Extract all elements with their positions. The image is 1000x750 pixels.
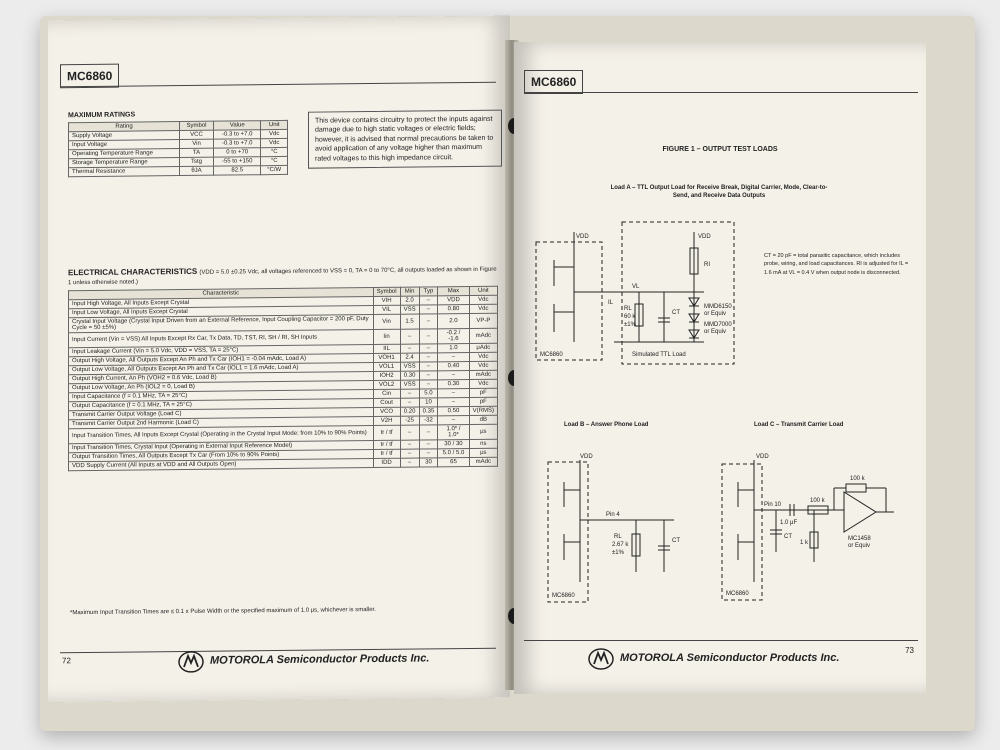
label: 1.0 μF <box>780 520 798 526</box>
table-cell: V2H <box>373 416 400 425</box>
table-cell: V(RMS) <box>469 406 497 415</box>
table-cell: 0.50 <box>438 407 469 416</box>
table-cell: VCO <box>373 407 400 416</box>
table-cell: 1.0 <box>438 344 469 353</box>
table-cell: – <box>400 329 419 344</box>
table-cell: 5.0 / 5.0 <box>438 449 469 458</box>
output-test-loads-diagram <box>514 42 926 694</box>
table-cell: Output Capacitance (f = 0.1 MHz, TA = 25°C) <box>69 399 374 411</box>
page-number: 72 <box>62 656 71 666</box>
elec-conditions: (VDD = 5.0 ±0.25 Vdc, all voltages referenced to VSS = 0, TA = 0 to 70°C, all outputs loaded as shown in Figure 1 unless otherwise noted.) <box>68 266 497 287</box>
table-cell: -25 <box>400 416 419 425</box>
table-cell: °C/W <box>261 165 288 174</box>
elec-title-text: ELECTRICAL CHARACTERISTICS <box>68 266 198 278</box>
table-cell: 0.30 <box>400 371 419 380</box>
label: MC1458 <box>848 536 871 542</box>
label: 100 k <box>810 498 825 504</box>
table-cell: – <box>419 296 438 305</box>
table-cell: mAdc <box>469 370 497 379</box>
table-cell: – <box>438 416 469 425</box>
table-cell: Thermal Resistance <box>69 167 180 177</box>
table-cell: Input Voltage <box>69 140 180 150</box>
label: VDD <box>580 454 593 460</box>
table-cell: -0.2 / -1.6 <box>438 329 469 344</box>
table-cell: VSS <box>400 305 419 314</box>
table-cell: – <box>419 380 438 389</box>
label: MC6860 <box>726 591 749 597</box>
table-cell: – <box>419 362 438 371</box>
table-cell: 0.80 <box>438 305 469 314</box>
label: or Equiv <box>704 311 727 317</box>
table-cell: 0 to +70 <box>214 148 261 157</box>
label: RI <box>704 262 710 268</box>
table-cell: Transmit Carrier Output Voltage (Load C) <box>69 408 374 420</box>
label: 2.67 k <box>612 542 629 548</box>
label: VL <box>632 284 640 290</box>
column-header: Typ <box>419 287 438 296</box>
column-header: Rating <box>69 122 180 132</box>
figure-title: FIGURE 1 – OUTPUT TEST LOADS <box>662 146 778 153</box>
table-cell: – <box>400 425 419 440</box>
table-cell: 2.0 <box>400 296 419 305</box>
table-cell: μAdc <box>469 343 497 352</box>
table-cell: Vdc <box>469 361 497 370</box>
column-header: Symbol <box>373 287 400 296</box>
footer-brand: MOTOROLA Semiconductor Products Inc. <box>210 652 430 667</box>
table-cell: Vdc <box>469 304 497 313</box>
label: RL <box>624 306 632 312</box>
table-cell: VOL2 <box>373 380 400 389</box>
table-cell: Input Current (Vin = VSS) All Inputs Except Rx Car, Tx Data, TD, TST, RI, SH / RI, SH Inputs <box>69 330 374 348</box>
page-number: 73 <box>905 646 914 655</box>
table-cell: IOH2 <box>373 371 400 380</box>
label: MC6860 <box>552 593 575 599</box>
max-ratings-title: MAXIMUM RATINGS <box>68 111 136 120</box>
table-cell: VOH1 <box>373 353 400 362</box>
load-b-title: Load B – Answer Phone Load <box>564 422 649 428</box>
footer-brand: MOTOROLA Semiconductor Products Inc. <box>620 652 840 664</box>
table-cell: Vdc <box>469 379 497 388</box>
table-cell: VDD Supply Current (All Inputs at VDD and All Outputs Open) <box>69 459 374 471</box>
table-cell: VCC <box>179 130 213 139</box>
table-cell: Vdc <box>261 138 288 147</box>
table-cell: 1.0* / 1.0* <box>438 425 469 440</box>
table-cell: – <box>419 440 438 449</box>
table-cell: VIH <box>373 296 400 305</box>
label: ±1% <box>612 550 624 556</box>
table-cell: Supply Voltage <box>69 131 180 141</box>
table-cell: VSS <box>400 362 419 371</box>
label: 1 k <box>800 540 809 546</box>
table-cell: VDD <box>438 296 469 305</box>
column-header: Min <box>400 287 419 296</box>
load-a-title: Load A – TTL Output Load for Receive Break, Digital Carrier, Mode, Clear-to-Send, and Receive Data Outputs <box>610 185 828 200</box>
table-cell: -32 <box>419 416 438 425</box>
label: or Equiv <box>704 329 727 335</box>
label: Simulated TTL Load <box>632 352 686 358</box>
table-cell: Output High Current, An Ph (VOH2 = 0.6 Vdc, Load B) <box>69 372 374 384</box>
table-cell: 82.5 <box>214 166 261 175</box>
table-cell: 5.0 <box>419 389 438 398</box>
column-header: Max <box>438 287 469 296</box>
table-cell: 0.40 <box>438 362 469 371</box>
table-cell: θJA <box>179 166 213 175</box>
table-cell: VOL1 <box>373 362 400 371</box>
table-cell: VP-P <box>469 313 497 328</box>
table-cell: Vin <box>179 139 213 148</box>
table-cell: 0.30 <box>438 380 469 389</box>
protection-note: This device contains circuitry to protect the inputs against damage due to high static voltages or electric fields; however, it is advised that normal precautions be taken to avoid application of any voltage higher than maximum rated voltages to this high impedance circuit. <box>308 110 502 169</box>
table-cell: μs <box>469 424 497 439</box>
table-cell: -55 to +150 <box>214 157 261 166</box>
table-cell: – <box>419 449 438 458</box>
column-header: Symbol <box>179 121 213 130</box>
footer-rule <box>524 640 918 641</box>
label: CT <box>672 310 680 316</box>
column-header: Unit <box>261 120 288 129</box>
column-header: Unit <box>469 286 497 295</box>
table-cell: Tstg <box>179 157 213 166</box>
table-cell: TA <box>179 148 213 157</box>
table-cell: Iin <box>373 329 400 344</box>
label: Pin 10 <box>764 502 782 508</box>
label: IL <box>608 300 614 306</box>
table-cell: Output Transition Times, All Outputs Except Tx Car (From 10% to 90% Points) <box>69 450 374 462</box>
page-header: MC6860 <box>60 64 119 89</box>
table-cell: 30 <box>419 458 438 467</box>
table-cell: ns <box>469 439 497 448</box>
label: MMD6150 <box>704 304 732 310</box>
table-cell: – <box>419 305 438 314</box>
elec-title <box>68 264 498 287</box>
motorola-logo-icon <box>178 651 204 673</box>
label: MMD7000 <box>704 322 732 328</box>
label: VDD <box>576 234 589 240</box>
table-cell: Crystal Input Voltage (Crystal Input Driven from an External Reference, Input Coupling Capacitor = 200 pF, Duty Cycle = 50 ±5%) <box>69 315 374 333</box>
footnote: *Maximum Input Transition Times are ≤ 0.1 x Pulse Width or the specified maximum of 1.0 μs, whichever is smaller. <box>70 606 376 617</box>
table-cell: Input Leakage Current (Vin = 5.0 Vdc, VDD = VSS, TA = 25°C) <box>69 345 374 357</box>
table-cell: Output Low Voltage, All Outputs Except An Ph and Tx Car (IOL1 = 1.6 mAdc, Load A) <box>69 363 374 375</box>
column-header: Characteristic <box>69 288 374 300</box>
footer-rule <box>60 648 496 654</box>
table-cell: – <box>419 329 438 344</box>
table-cell: 1.5 <box>400 314 419 329</box>
table-cell: 2.4 <box>400 353 419 362</box>
table-cell: Input Transition Times, Crystal Input (Operating in External Input Reference Model) <box>69 441 374 453</box>
table-cell: – <box>400 344 419 353</box>
table-cell: 10 <box>419 398 438 407</box>
column-header: Value <box>214 121 261 130</box>
label: RL <box>614 534 622 540</box>
table-cell: Vdc <box>469 352 497 361</box>
label: CT <box>672 538 680 544</box>
table-cell: Input Low Voltage, All Inputs Except Crystal <box>69 306 374 318</box>
table-cell: – <box>419 314 438 329</box>
table-cell: – <box>438 398 469 407</box>
table-cell: Output Low Voltage, An Ph (IOL2 = 0, Load B) <box>69 381 374 393</box>
table-cell: – <box>400 389 419 398</box>
label: or Equiv <box>848 543 871 549</box>
table-cell: Output High Voltage, All Outputs Except An Ph and Tx Car (IOH1 = -0.04 mAdc, Load A) <box>69 354 374 366</box>
table-cell: °C <box>261 147 288 156</box>
label: 60 k <box>624 314 636 320</box>
label: VDD <box>698 234 711 240</box>
table-cell: Vdc <box>261 129 288 138</box>
table-cell: pF <box>469 397 497 406</box>
table-cell: -0.3 to +7.0 <box>214 130 261 139</box>
table-cell: Cin <box>373 389 400 398</box>
left-page <box>48 16 510 703</box>
table-cell: tr / tf <box>373 440 400 449</box>
load-c-title: Load C – Transmit Carrier Load <box>754 422 844 428</box>
table-cell: mAdc <box>469 328 497 343</box>
table-cell: – <box>438 371 469 380</box>
table-cell: Input Transition Times, All Inputs Except Crystal (Operating in the Crystal Input Mode: from 10% to 90% Points) <box>69 426 374 444</box>
table-cell: – <box>419 371 438 380</box>
table-cell: – <box>400 440 419 449</box>
load-a-notes: CT = 20 pF = total parasitic capacitance, which includes probe, wiring, and load capacitances. RI is adjusted for IL = 1.6 mA at VL = 0.4 V when output node is disconnected. <box>764 253 909 276</box>
table-cell: Operating Temperature Range <box>69 149 180 159</box>
table-cell: 0.35 <box>419 407 438 416</box>
label: CT <box>784 534 792 540</box>
table-cell: 30 / 30 <box>438 440 469 449</box>
table-cell: tr / tf <box>373 425 400 440</box>
table-cell: tr / tf <box>373 449 400 458</box>
table-cell: Storage Temperature Range <box>69 158 180 168</box>
label: ±1% <box>624 322 636 328</box>
table-cell: – <box>419 425 438 440</box>
table-cell: VSS <box>400 380 419 389</box>
table-cell: pF <box>469 388 497 397</box>
table-cell: – <box>400 449 419 458</box>
table-cell: Transmit Carrier Output 2nd Harmonic (Load C) <box>69 417 374 429</box>
table-cell: Vdc <box>469 295 497 304</box>
page-header: MC6860 <box>524 70 583 94</box>
table-cell: 0.20 <box>400 407 419 416</box>
header-rule <box>60 82 496 88</box>
table-cell: – <box>400 458 419 467</box>
table-cell: Input High Voltage, All Inputs Except Crystal <box>69 297 374 309</box>
table-cell: VIL <box>373 305 400 314</box>
motorola-logo-icon <box>588 648 614 670</box>
table-cell: Vin <box>373 314 400 329</box>
table-cell: IIL <box>373 344 400 353</box>
label: VDD <box>756 454 769 460</box>
table-cell: – <box>438 389 469 398</box>
table-cell: μs <box>469 448 497 457</box>
label: 100 k <box>850 476 865 482</box>
table-cell: mAdc <box>469 457 497 466</box>
table-cell: 65 <box>438 458 469 467</box>
table-cell: – <box>419 344 438 353</box>
label: Pin 4 <box>606 512 620 518</box>
table-cell: 2.0 <box>438 314 469 329</box>
electrical-characteristics-table <box>68 286 498 472</box>
table-cell: Cout <box>373 398 400 407</box>
table-cell: -0.3 to +7.0 <box>214 139 261 148</box>
table-cell: – <box>400 398 419 407</box>
table-cell: °C <box>261 156 288 165</box>
table-cell: – <box>438 353 469 362</box>
max-ratings-table <box>68 120 288 177</box>
table-cell: IDD <box>373 458 400 467</box>
label: MC6860 <box>540 352 563 358</box>
table-cell: Input Capacitance (f = 0.1 MHz, TA = 25°C) <box>69 390 374 402</box>
table-cell: – <box>419 353 438 362</box>
table-cell: dB <box>469 415 497 424</box>
rating-row <box>69 165 288 176</box>
right-page <box>514 42 926 694</box>
